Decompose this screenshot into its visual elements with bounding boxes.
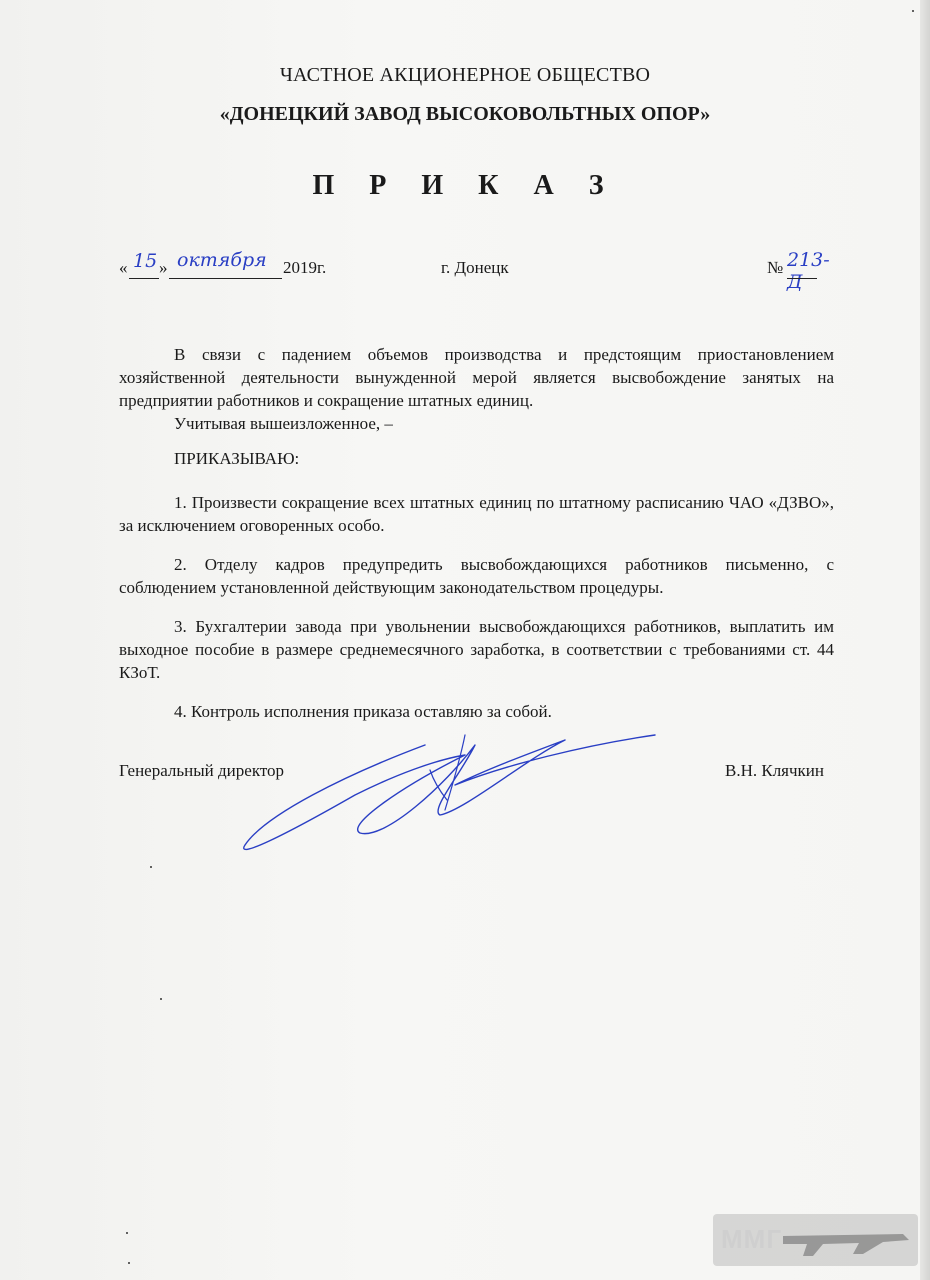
city: г. Донецк: [441, 258, 509, 277]
order-item-2-text: 2. Отделу кадров предупредить высвобождающихся работников письменно, с соблюдением установленной действующим законодательством процедуры.: [119, 555, 834, 597]
scan-speck: [160, 998, 162, 1000]
day-underline: [129, 278, 159, 279]
year: 2019г.: [283, 258, 327, 277]
number-prefix: №: [767, 258, 784, 277]
number-handwritten: 213-Д: [787, 249, 830, 293]
org-type: ЧАСТНОЕ АКЦИОНЕРНОЕ ОБЩЕСТВО: [279, 64, 651, 86]
handwritten-signature: [225, 715, 665, 865]
close-quote: »: [159, 258, 168, 277]
order-item-4-text: 4. Контроль исполнения приказа оставляю за собой.: [174, 702, 552, 721]
considering-text: Учитывая вышеизложенное, –: [174, 414, 393, 433]
number-underline: [787, 278, 817, 279]
signer-position: Генеральный директор: [119, 761, 285, 780]
month-underline: [169, 278, 282, 279]
month-handwritten: октября: [177, 249, 267, 271]
order-item-3: [119, 615, 834, 684]
site-watermark: [713, 1210, 918, 1270]
intro-text: В связи с падением объемов производства и предстоящим приостановлением хозяйственной деятельности вынужденной мерой является высвобождение занятых на предприятии работников и сокращение штатных единиц.: [119, 345, 834, 410]
order-item-2: [119, 553, 834, 599]
signer-name: В.Н. Клячкин: [724, 761, 824, 780]
document-title: П Р И К А З: [312, 170, 618, 201]
order-item-3-text: 3. Бухгалтерии завода при увольнении высвобождающихся работников, выплатить им выходное пособие в размере среднемесячного заработка, в соответствии с требованиями ст. 44 КЗоТ.: [119, 617, 834, 682]
day-handwritten: 15: [133, 250, 158, 272]
order-word-block: [119, 447, 834, 470]
order-item-1: [119, 491, 834, 537]
date-line: [119, 249, 834, 293]
org-name: «ДОНЕЦКИЙ ЗАВОД ВЫСОКОВОЛЬТНЫХ ОПОР»: [219, 103, 711, 125]
watermark-text: ММГ: [721, 1224, 783, 1254]
open-quote: «: [119, 258, 128, 277]
scan-speck: [912, 10, 914, 12]
scan-speck: [128, 1262, 130, 1264]
order-word: ПРИКАЗЫВАЮ:: [174, 449, 300, 468]
scan-speck: [150, 866, 152, 868]
intro-paragraph: [119, 343, 834, 435]
scan-speck: [126, 1232, 128, 1234]
order-item-1-text: 1. Произвести сокращение всех штатных единиц по штатному расписанию ЧАО «ДЗВО», за исключением оговоренных особо.: [119, 493, 834, 535]
